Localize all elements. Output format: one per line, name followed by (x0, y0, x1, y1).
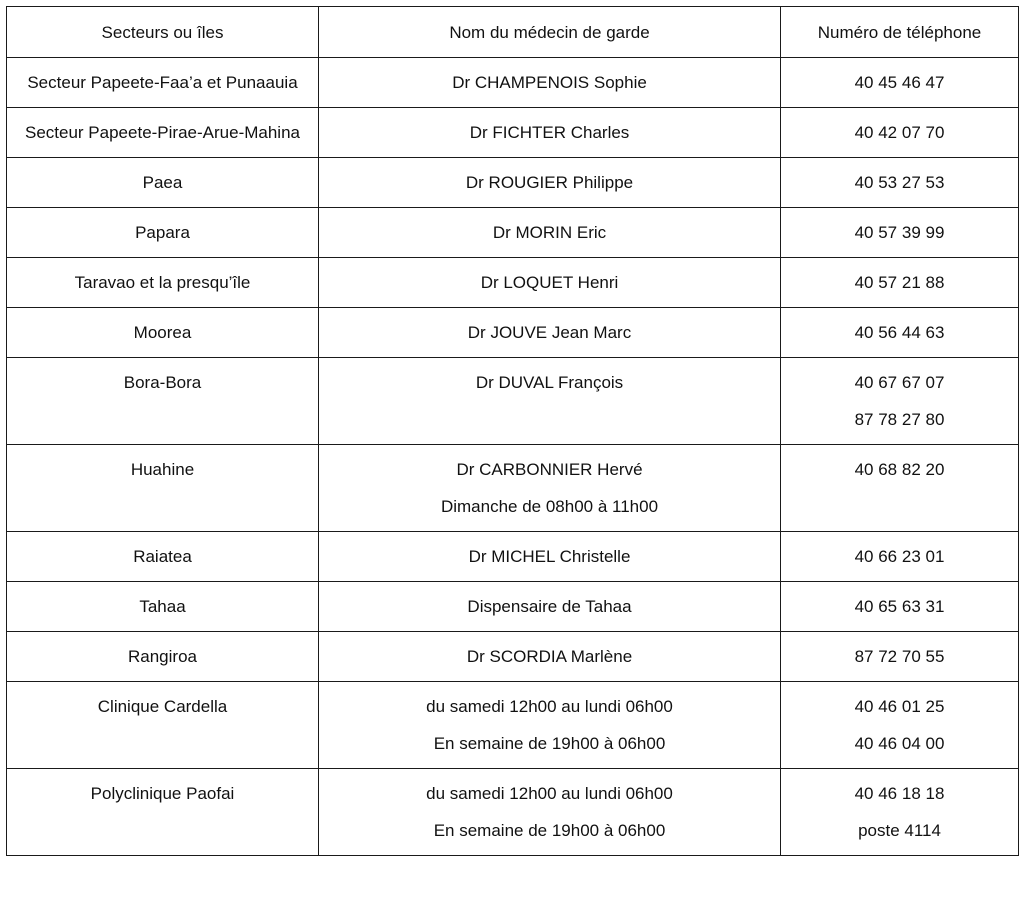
phone-line: 40 46 01 25 (854, 697, 945, 716)
cell-doctor (319, 258, 781, 308)
table-header-row (7, 7, 1019, 58)
cell-sector (7, 445, 319, 532)
sector-name: Papara (135, 223, 190, 242)
phone-line: 40 46 18 18 (854, 784, 945, 803)
header-phone: Numéro de téléphone (781, 7, 1019, 58)
cell-doctor (319, 58, 781, 108)
cell-doctor (319, 158, 781, 208)
doctor-line: Dr FICHTER Charles (469, 123, 630, 142)
phone-line: 40 67 67 07 (854, 373, 945, 392)
cell-sector (7, 308, 319, 358)
cell-phone (781, 445, 1019, 532)
cell-doctor (319, 532, 781, 582)
sector-name: Tahaa (139, 597, 186, 616)
cell-doctor (319, 632, 781, 682)
cell-phone (781, 358, 1019, 445)
header-sector: Secteurs ou îles (7, 7, 319, 58)
table-row (7, 158, 1019, 208)
cell-sector (7, 358, 319, 445)
cell-phone (781, 632, 1019, 682)
on-call-doctors-table (6, 6, 1019, 856)
phone-line: 40 66 23 01 (854, 547, 945, 566)
doctor-line: Dr CARBONNIER Hervé (456, 460, 643, 479)
phone-line: 40 53 27 53 (854, 173, 945, 192)
cell-phone (781, 308, 1019, 358)
cell-doctor (319, 445, 781, 532)
doctor-line: Dr MICHEL Christelle (468, 547, 631, 566)
sector-name: Clinique Cardella (97, 697, 228, 716)
phone-line: 87 72 70 55 (854, 647, 945, 666)
table-row (7, 58, 1019, 108)
doctor-line: Dimanche de 08h00 à 11h00 (440, 497, 659, 516)
phone-line: 40 46 04 00 (854, 734, 945, 753)
sector-name: Bora-Bora (123, 373, 202, 392)
doctor-line: En semaine de 19h00 à 06h00 (433, 821, 666, 840)
cell-phone (781, 769, 1019, 856)
phone-line: 40 57 39 99 (854, 223, 945, 242)
cell-phone (781, 682, 1019, 769)
cell-doctor (319, 682, 781, 769)
cell-phone (781, 108, 1019, 158)
sector-name: Paea (142, 173, 183, 192)
cell-sector (7, 108, 319, 158)
table-row (7, 769, 1019, 856)
sector-name: Polyclinique Paofai (90, 784, 235, 803)
cell-phone (781, 532, 1019, 582)
table-row (7, 682, 1019, 769)
sector-name: Raiatea (133, 547, 192, 566)
phone-line: poste 4114 (858, 821, 941, 840)
phone-line: 40 57 21 88 (854, 273, 945, 292)
table-row (7, 532, 1019, 582)
header-doctor: Nom du médecin de garde (319, 7, 781, 58)
doctor-line: Dr SCORDIA Marlène (466, 647, 633, 666)
sector-name: Secteur Papeete-Pirae-Arue-Mahina (25, 123, 300, 142)
cell-sector (7, 632, 319, 682)
cell-sector (7, 158, 319, 208)
phone-line: 40 65 63 31 (854, 597, 945, 616)
cell-sector (7, 682, 319, 769)
cell-doctor (319, 769, 781, 856)
doctor-line: Dr MORIN Eric (492, 223, 607, 242)
table-row (7, 445, 1019, 532)
cell-sector (7, 258, 319, 308)
cell-doctor (319, 208, 781, 258)
cell-sector (7, 58, 319, 108)
cell-phone (781, 158, 1019, 208)
cell-doctor (319, 358, 781, 445)
doctor-line: Dr CHAMPENOIS Sophie (452, 73, 647, 92)
on-call-doctors-table-container (6, 6, 1019, 856)
doctor-line: Dispensaire de Tahaa (467, 597, 632, 616)
doctor-line: En semaine de 19h00 à 06h00 (433, 734, 666, 753)
sector-name: Rangiroa (128, 647, 197, 666)
table-row (7, 632, 1019, 682)
table-row (7, 582, 1019, 632)
doctor-line: Dr DUVAL François (475, 373, 624, 392)
cell-phone (781, 58, 1019, 108)
phone-line: 40 56 44 63 (854, 323, 945, 342)
table-row (7, 358, 1019, 445)
doctor-line: du samedi 12h00 au lundi 06h00 (426, 697, 673, 716)
cell-phone (781, 208, 1019, 258)
table-row (7, 108, 1019, 158)
doctor-line: du samedi 12h00 au lundi 06h00 (426, 784, 673, 803)
table-row (7, 208, 1019, 258)
cell-sector (7, 532, 319, 582)
cell-sector (7, 208, 319, 258)
doctor-line: Dr JOUVE Jean Marc (467, 323, 632, 342)
cell-phone (781, 582, 1019, 632)
doctor-line: Dr ROUGIER Philippe (465, 173, 634, 192)
cell-phone (781, 258, 1019, 308)
doctor-line: Dr LOQUET Henri (480, 273, 619, 292)
phone-line: 87 78 27 80 (854, 410, 945, 429)
phone-line: 40 45 46 47 (854, 73, 945, 92)
cell-sector (7, 582, 319, 632)
sector-name: Huahine (130, 460, 195, 479)
cell-doctor (319, 308, 781, 358)
table-row (7, 308, 1019, 358)
sector-name: Moorea (133, 323, 192, 342)
cell-doctor (319, 582, 781, 632)
sector-name: Secteur Papeete-Faa’a et Punaauia (27, 73, 298, 92)
sector-name: Taravao et la presqu’île (74, 273, 251, 292)
cell-sector (7, 769, 319, 856)
phone-line: 40 42 07 70 (854, 123, 945, 142)
phone-line: 40 68 82 20 (854, 460, 945, 479)
table-row (7, 258, 1019, 308)
cell-doctor (319, 108, 781, 158)
